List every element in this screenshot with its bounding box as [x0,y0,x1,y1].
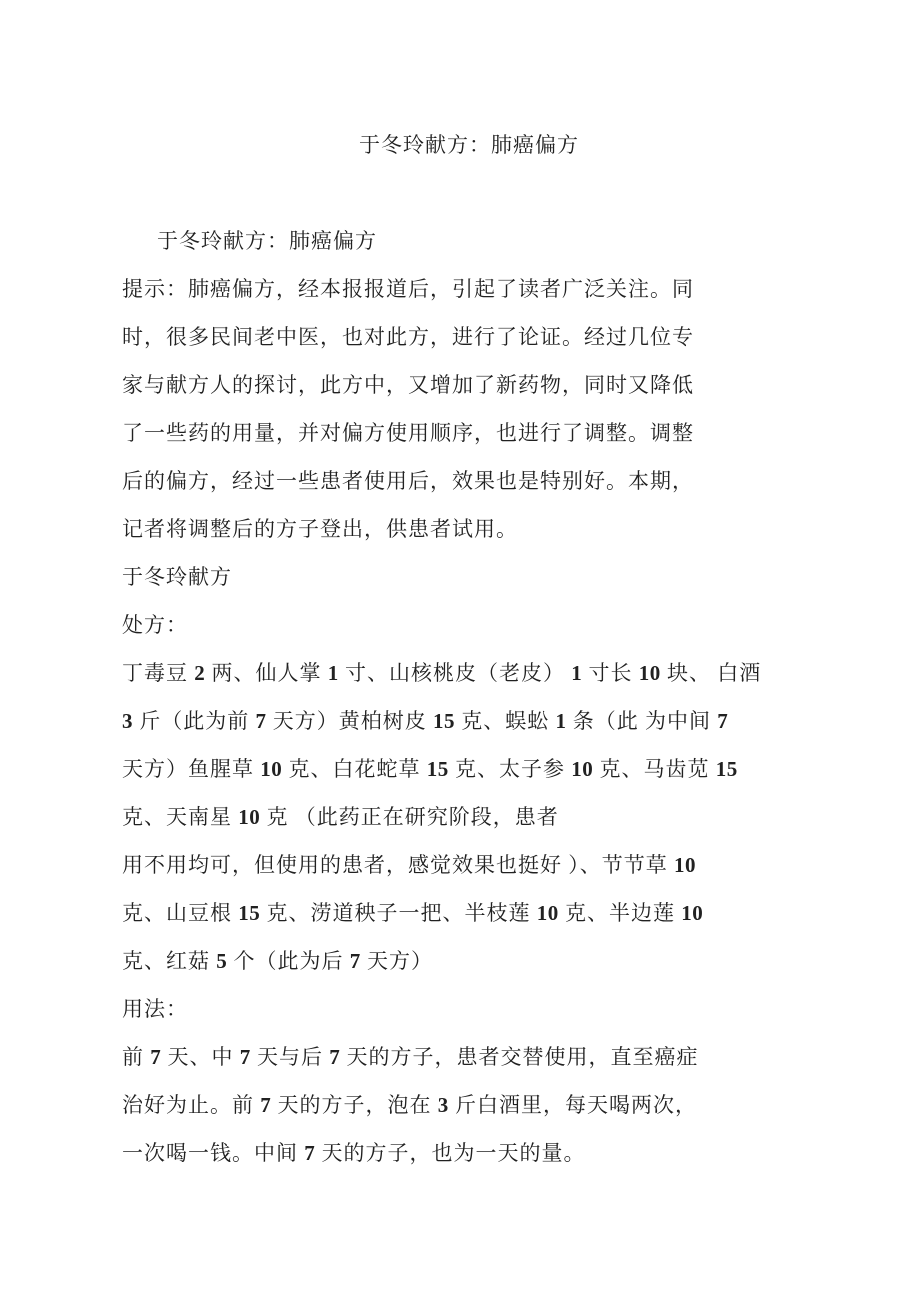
doc-line: 记者将调整后的方子登出，供患者试用。 [122,517,518,541]
doc-line: 克、山豆根 15 克、涝道秧子一把、半枝莲 10 克、半边莲 10 [122,901,704,925]
doc-line: 时，很多民间老中医，也对此方，进行了论证。经过几位专 [122,325,694,349]
doc-line: 提示：肺癌偏方，经本报报道后，引起了读者广泛关注。同 [122,277,694,301]
document-title: 于冬玲献方：肺癌偏方 [359,133,579,157]
doc-line: 治好为止。前 7 天的方子，泡在 3 斤白酒里，每天喝两次， [122,1093,697,1117]
doc-line: 3 斤（此为前 7 天方）黄柏树皮 15 克、蜈蚣 1 条（此 为中间 7 [122,709,729,733]
doc-line: 于冬玲献方 [122,565,232,589]
doc-line: 一次喝一钱。中间 7 天的方子，也为一天的量。 [122,1141,586,1165]
doc-line: 克、天南星 10 克 （此药正在研究阶段，患者 [122,805,559,829]
doc-line: 用不用均可，但使用的患者，感觉效果也挺好 ）、节节草 10 [122,853,696,877]
doc-line: 后的偏方，经过一些患者使用后，效果也是特别好。本期， [122,469,694,493]
doc-line: 了一些药的用量，并对偏方使用顺序，也进行了调整。调整 [122,421,694,445]
doc-line-usage-label: 用法： [122,997,188,1021]
doc-line: 家与献方人的探讨，此方中，又增加了新药物，同时又降低 [122,373,694,397]
doc-line: 丁毒豆 2 两、仙人掌 1 寸、山核桃皮（老皮） 1 寸长 10 块、 白酒 [122,661,762,685]
doc-line: 前 7 天、中 7 天与后 7 天的方子，患者交替使用，直至癌症 [122,1045,699,1069]
doc-line: 于冬玲献方：肺癌偏方 [157,229,377,253]
doc-line: 克、红菇 5 个（此为后 7 天方） [122,949,433,973]
blank-line [122,169,816,217]
doc-line: 天方）鱼腥草 10 克、白花蛇草 15 克、太子参 10 克、马齿苋 15 [122,757,738,781]
document-body [122,121,816,1177]
doc-line-prescription-label: 处方： [122,613,188,637]
